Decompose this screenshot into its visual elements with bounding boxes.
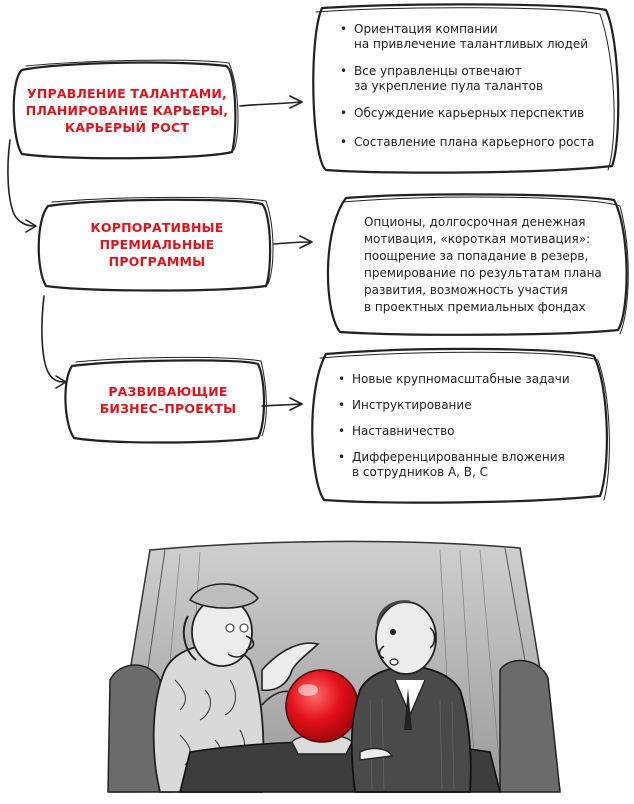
text-line: • Дифференцированные вложения: [352, 450, 565, 464]
arrow-2: [274, 242, 310, 244]
text-line: мотивация, «короткая мотивация»:: [364, 232, 591, 246]
arrow-1: [240, 102, 300, 106]
left-box-1-text: [24, 85, 230, 136]
list-item: [338, 64, 608, 94]
text-line: УПРАВЛЕНИЕ ТАЛАНТАМИ,: [27, 86, 227, 101]
arrow-3: [262, 404, 300, 406]
list-item: [336, 372, 596, 387]
text-line: Опционы, долгосрочная денежная: [364, 215, 586, 229]
cartoon-fortune-teller-illustration: [0, 520, 634, 804]
text-line: КОРПОРАТИВНЫЕ: [90, 220, 224, 235]
text-line: • Наставничество: [352, 424, 455, 438]
text-line: развития, возможность участия: [364, 283, 568, 297]
list-item: [338, 22, 608, 52]
text-line: в проектных премиальных фондах: [364, 300, 586, 314]
list-item: [336, 398, 596, 413]
list-item: [338, 106, 608, 121]
text-line: ПРОГРАММЫ: [108, 254, 206, 269]
text-line: • Все управленцы отвечают: [354, 64, 522, 78]
text-line: в сотрудников А, В, С: [352, 465, 489, 479]
text-line: ПЛАНИРОВАНИЕ КАРЬЕРЫ,: [25, 103, 229, 118]
text-line: ПРЕМИАЛЬНЫЕ: [99, 237, 215, 252]
list-item: [336, 450, 596, 480]
right-box-3-list: [336, 372, 596, 480]
text-line: • Обсуждение карьерных перспектив: [354, 106, 585, 120]
left-box-3-text: [76, 383, 260, 417]
right-box-2-text: [364, 214, 614, 316]
text-line: • Составление плана карьерного роста: [354, 135, 595, 149]
text-line: БИЗНЕС–ПРОЕКТЫ: [99, 401, 237, 416]
left-box-2-text: [50, 219, 264, 270]
crystal-ball: [286, 670, 358, 742]
text-line: на привлечение талантливых людей: [354, 37, 589, 51]
list-item: [336, 424, 596, 439]
text-line: за укрепление пула талантов: [354, 79, 544, 93]
text-line: премирование по результатам плана: [364, 266, 602, 280]
text-line: РАЗВИВАЮЩИЕ: [108, 384, 228, 399]
list-item: [338, 135, 608, 150]
arrow-down-2: [42, 296, 64, 382]
text-line: • Инструктирование: [352, 398, 472, 412]
text-line: КАРЬЕРЫЙ РОСТ: [64, 120, 190, 135]
text-line: • Новые крупномасштабные задачи: [352, 372, 570, 386]
text-line: поощрение за попадание в резерв,: [364, 249, 589, 263]
text-line: • Ориентация компании: [354, 22, 498, 36]
right-box-1-list: [338, 22, 608, 150]
